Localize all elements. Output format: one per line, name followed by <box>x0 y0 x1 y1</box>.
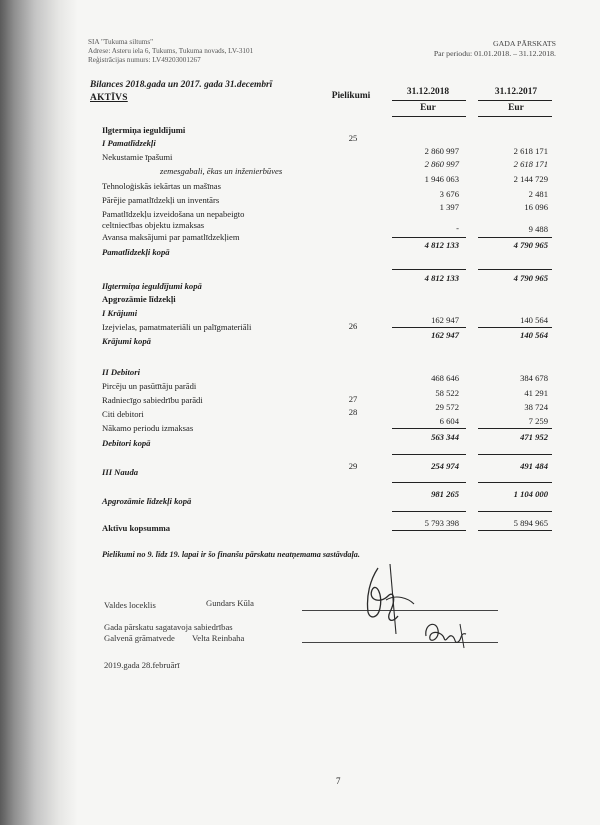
row-label: Ilgtermiņa ieguldījumi kopā <box>102 281 202 291</box>
row-value-2018: 58 522 <box>435 388 459 398</box>
row-value-2018: 29 572 <box>435 402 459 412</box>
row-label: celtniecības objektu izmaksas <box>102 220 205 230</box>
row-value-2018: 4 812 133 <box>424 273 459 283</box>
row-value-2017: 471 952 <box>520 432 548 442</box>
row-label: I Krājumi <box>102 308 138 318</box>
row-value-2018: 468 646 <box>431 373 459 383</box>
row-label: Pircēju un pasūtītāju parādi <box>102 381 197 391</box>
row-value-2018: - <box>456 223 459 233</box>
row-value-2018: 2 860 997 <box>424 159 459 169</box>
row-note: 26 <box>348 321 358 331</box>
row-value-2017: 2 144 729 <box>513 174 548 184</box>
row-label: Apgrozāmie līdzekļi <box>102 294 176 304</box>
row-label: Ilgtermiņa ieguldījumi <box>102 125 186 135</box>
row-value-2018: 2 860 997 <box>424 146 459 156</box>
footnote: Pielikumi no 9. līdz 19. lapai ir šo finanšu pārskatu neatņemama sastāvdaļa. <box>102 550 360 559</box>
row-label: Radniecīgo sabiedrību parādi <box>102 395 203 405</box>
row-note: 28 <box>348 407 358 417</box>
row-value-2018: 1 397 <box>439 202 459 212</box>
scan-binding-shadow <box>0 0 78 825</box>
row-value-2017: 491 484 <box>520 461 548 471</box>
col-2018-unit: Eur <box>420 103 436 113</box>
row-value-2017: 16 096 <box>524 202 548 212</box>
row-value-2017: 38 724 <box>524 402 548 412</box>
company-name: SIA "Tukuma siltums" <box>88 38 154 46</box>
row-value-2017: 2 618 171 <box>513 159 548 169</box>
col-notes-header: Pielikumi <box>331 91 371 101</box>
row-value-2017: 140 564 <box>520 330 548 340</box>
row-value-2017: 2 481 <box>528 189 548 199</box>
row-value-2018: 563 344 <box>431 432 459 442</box>
col-2017-header: 31.12.2017 <box>494 87 538 97</box>
row-value-2017: 140 564 <box>520 315 548 325</box>
row-value-2018: 254 974 <box>431 461 459 471</box>
total-assets-2017: 5 894 965 <box>513 518 548 528</box>
row-value-2017: 4 790 965 <box>513 240 548 250</box>
row-value-2018: 4 812 133 <box>424 240 459 250</box>
prepared-by-role: Galvenā grāmatvede <box>104 633 175 643</box>
signing-date: 2019.gada 28.februārī <box>104 660 180 670</box>
row-value-2017: 384 678 <box>520 373 548 383</box>
total-assets-2018: 5 793 398 <box>424 518 459 528</box>
row-label: Apgrozāmie līdzekļi kopā <box>102 496 192 506</box>
total-assets-label: Aktīvu kopsumma <box>102 523 171 533</box>
company-reg-number: Reģistrācijas numurs: LV49203001267 <box>88 56 201 64</box>
row-label: Krājumi kopā <box>102 336 151 346</box>
report-title: GADA PĀRSKATS <box>492 39 556 48</box>
row-label: I Pamatlīdzekļi <box>102 138 156 148</box>
col-2018-header: 31.12.2018 <box>406 87 450 97</box>
col-2017-unit: Eur <box>508 103 524 113</box>
row-label: Pārējie pamatlīdzekļi un inventārs <box>102 195 220 205</box>
report-period: Par periodu: 01.01.2018. – 31.12.2018. <box>433 49 556 58</box>
row-value-2018: 3 676 <box>439 189 459 199</box>
row-label: III Nauda <box>102 467 139 477</box>
balance-title: Bilances 2018.gada un 2017. gada 31.decembrī <box>90 80 273 90</box>
row-value-2017: 9 488 <box>528 224 548 234</box>
row-value-2018: 1 946 063 <box>424 174 459 184</box>
row-note: 25 <box>348 133 358 143</box>
prepared-by-line-1: Gada pārskatu sagatavoja sabiedrības <box>104 622 233 632</box>
row-label: Avansa maksājumi par pamatlīdzekļiem <box>102 232 240 242</box>
row-value-2017: 41 291 <box>524 388 548 398</box>
row-value-2017: 4 790 965 <box>513 273 548 283</box>
row-label: Pamatlīdzekļi kopā <box>102 247 170 257</box>
row-label: II Debitori <box>102 367 140 377</box>
row-label: zemesgabali, ēkas un inženierbūves <box>160 166 283 176</box>
row-value-2017: 2 618 171 <box>513 146 548 156</box>
accountant-signature <box>418 614 474 650</box>
row-label: Tehnoloģiskās iekārtas un mašīnas <box>102 181 221 191</box>
board-role: Valdes loceklis <box>104 600 156 610</box>
row-value-2017: 7 259 <box>528 416 548 426</box>
row-value-2018: 162 947 <box>431 330 459 340</box>
row-value-2018: 981 265 <box>431 489 459 499</box>
accountant-name: Velta Reinbaha <box>192 633 245 643</box>
row-label: Pamatlīdzekļu izveidošana un nepabeigto <box>102 209 245 219</box>
row-label: Nekustamie īpašumi <box>102 152 173 162</box>
board-member-name: Gundars Kūla <box>206 598 254 608</box>
row-value-2018: 162 947 <box>431 315 459 325</box>
company-address: Adrese: Asteru iela 6, Tukums, Tukuma novads, LV-3101 <box>88 47 254 55</box>
row-note: 27 <box>348 394 358 404</box>
row-value-2018: 6 604 <box>439 416 459 426</box>
row-label: Nākamo periodu izmaksas <box>102 423 194 433</box>
section-heading: AKTĪVS <box>90 93 128 103</box>
row-value-2017: 1 104 000 <box>513 489 548 499</box>
row-label: Izejvielas, pamatmateriāli un palīgmateriāli <box>102 322 252 332</box>
row-label: Debitori kopā <box>102 438 151 448</box>
page-number: 7 <box>336 776 341 786</box>
row-note: 29 <box>348 461 358 471</box>
row-label: Citi debitori <box>102 409 144 419</box>
